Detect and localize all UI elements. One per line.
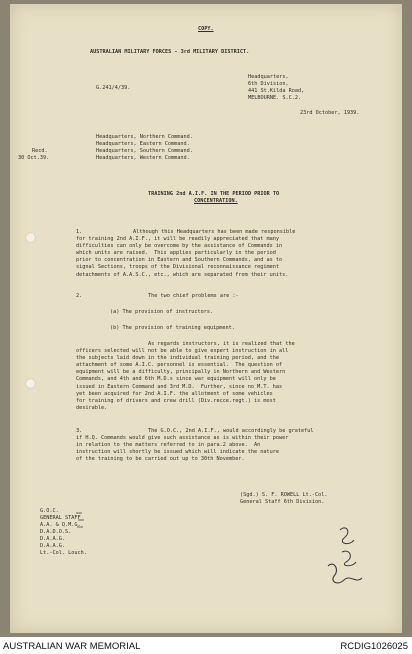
addressee-4: Headquarters, Western Command. bbox=[96, 155, 190, 161]
distribution-7: Lt.-Col. Louch. bbox=[40, 550, 87, 556]
handwritten-mark bbox=[324, 556, 368, 596]
paragraph-2: The two chief problems are :- bbox=[148, 293, 239, 299]
from-line-1: Headquarters, bbox=[248, 74, 289, 80]
subject-line-2: CONCENTRATION. bbox=[194, 198, 238, 204]
list-item-b: (b) The provision of training equipment. bbox=[110, 325, 235, 331]
copy-label: COPY. bbox=[198, 26, 214, 32]
from-line-4: MELBOURNE. S.C.2. bbox=[248, 95, 302, 101]
paragraph-3: The G.O.C., 2nd A.I.F., would accordingly be grateful if H.Q. Commands would give such assistance as is within their power in relation to the matters referred to in para.2 above. An instruction will shortly be issued which will indicate the nature of the training to be carried out up to 30th November. bbox=[76, 428, 314, 463]
document-page bbox=[10, 4, 402, 633]
distribution-3: A.A. & Q.M.G. bbox=[40, 522, 81, 528]
addressee-3: Headquarters, Southern Command. bbox=[96, 148, 193, 154]
document-date: 23rd October, 1939. bbox=[300, 110, 360, 116]
footer-institution: AUSTRALIAN WAR MEMORIAL bbox=[3, 641, 141, 652]
footer-catalog-id: RCDIG1026025 bbox=[340, 641, 408, 652]
signature-line-1: (Sgd.) S. F. ROWELL Lt.-Col. bbox=[240, 492, 328, 498]
from-line-2: 6th Division, bbox=[248, 81, 289, 87]
list-item-a: (a) The provision of instructors. bbox=[110, 309, 214, 315]
signature-line-2: General Staff 6th Division. bbox=[240, 499, 325, 505]
paragraph-3-number: 3. bbox=[76, 428, 83, 434]
addressee-1: Headquarters, Northern Command. bbox=[96, 134, 193, 140]
distribution-1: G.O.C. bbox=[40, 508, 59, 514]
document-heading: AUSTRALIAN MILITARY FORCES - 3rd MILITARY DISTRICT. bbox=[90, 49, 250, 55]
paragraph-1: Although this Headquarters has been made responsible for training 2nd A.I.F., it will be readily appreciated that many difficulties can only be overcome by the assistance of Commands in which units are raised. This applies particularly in the period prior to concentration in Eastern and Southern Commands, and as to signal Sections, troops of the Divisional reconnaissance regiment detachments of A.A.S.C., etc., which are separated from their units. bbox=[76, 229, 296, 278]
punch-hole-top bbox=[26, 233, 35, 242]
received-stamp-label: Recd. bbox=[32, 148, 48, 154]
paragraph-2-number: 2. bbox=[76, 293, 83, 299]
distribution-5: D.A.A.G. bbox=[40, 536, 65, 542]
distribution-2: GENERAL STAFF bbox=[40, 515, 81, 521]
from-line-3: 441 St.Kilda Road, bbox=[248, 88, 305, 94]
subject-line-1: TRAINING 2nd A.I.F. IN THE PERIOD PRIOR TO bbox=[148, 191, 280, 197]
handwritten-tick-marks bbox=[74, 509, 114, 529]
distribution-6: D.A.A.G. bbox=[40, 543, 65, 549]
image-footer bbox=[0, 637, 412, 654]
addressee-2: Headquarters, Eastern Command. bbox=[96, 141, 190, 147]
distribution-4: D.A.D.O.S. bbox=[40, 529, 72, 535]
received-stamp-date: 30 Oct.39. bbox=[18, 155, 50, 161]
paragraph-1-number: 1. bbox=[76, 229, 83, 235]
reference-number: G.241/4/39. bbox=[96, 85, 131, 91]
paragraph-2-continued: As regards instructors, it is realized that the officers selected will not be able to give expert instruction in all the subjects laid down in the individual training period, and the attachment of some A.I.C. personnel is essential. The question of equipment will be a difficulty, principally in Northern and Western Commands, and 4th and 6th M.D.s since war equipment will only be issued in Eastern Command and 3rd M.D. Further, since no M.T. has yet been acquired for 2nd A.I.F. the allotment of some vehicles for training of drivers and crew drill (Div.recce.regt.) is most desirable. bbox=[76, 341, 295, 411]
punch-hole-bottom bbox=[26, 379, 35, 388]
